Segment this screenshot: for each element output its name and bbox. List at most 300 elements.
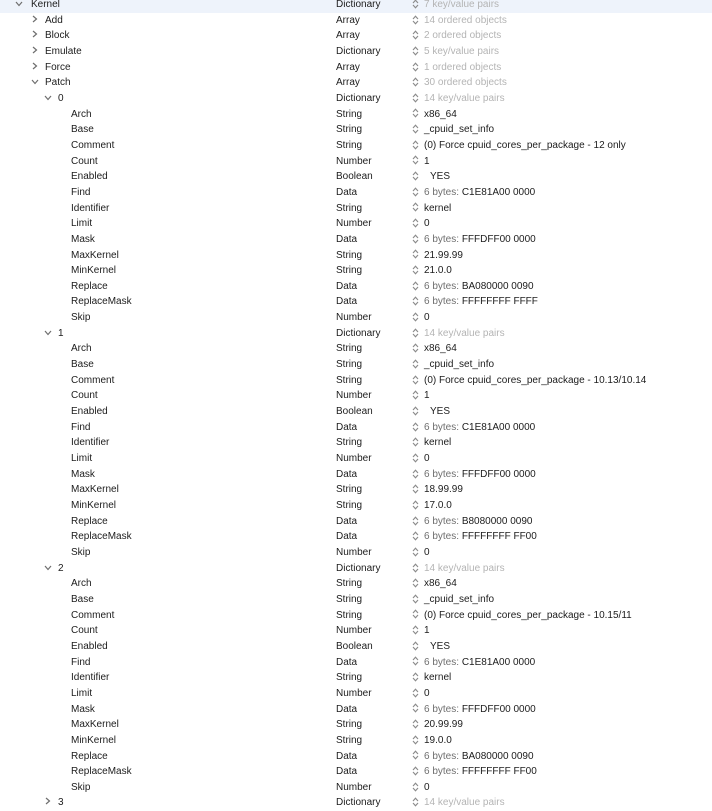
row-key[interactable]: Base (71, 593, 94, 605)
disclosure-closed-icon[interactable] (30, 28, 40, 44)
row-type[interactable]: Dictionary (336, 0, 381, 10)
row-type[interactable]: Dictionary (336, 92, 381, 104)
outline-row[interactable] (0, 623, 712, 639)
row-value-cell[interactable] (412, 592, 494, 608)
outline-row[interactable] (0, 498, 712, 514)
row-value[interactable]: 14 key/value pairs (424, 797, 505, 809)
row-type[interactable]: Array (336, 77, 360, 89)
row-type[interactable]: Number (336, 390, 372, 402)
row-key[interactable]: Replace (71, 750, 108, 762)
row-type[interactable]: String (336, 249, 363, 261)
updown-chevron-icon[interactable] (412, 686, 420, 702)
row-value-cell[interactable] (412, 91, 505, 107)
outline-row[interactable] (0, 592, 712, 608)
outline-row[interactable] (0, 639, 712, 655)
row-type[interactable]: String (336, 672, 363, 684)
row-key[interactable]: Arch (71, 108, 92, 120)
row-key[interactable]: 0 (58, 92, 64, 104)
row-value-cell[interactable] (412, 232, 536, 248)
row-type[interactable]: Number (336, 155, 372, 167)
row-type[interactable]: String (336, 500, 363, 511)
row-type[interactable]: Data (336, 531, 358, 543)
row-value-cell[interactable] (412, 326, 505, 342)
updown-chevron-icon[interactable] (412, 107, 420, 123)
row-key[interactable]: Enabled (71, 406, 108, 418)
row-value-cell[interactable] (412, 623, 430, 639)
row-value[interactable]: 1 (424, 625, 430, 637)
updown-chevron-icon[interactable] (412, 467, 420, 483)
row-value[interactable]: 30 ordered objects (424, 77, 507, 89)
row-key[interactable]: Force (45, 61, 71, 73)
outline-row[interactable] (0, 780, 712, 796)
outline-row[interactable] (0, 482, 712, 498)
row-value[interactable]: 20.99.99 (424, 719, 463, 731)
row-type[interactable]: Number (336, 546, 372, 558)
row-value-cell[interactable] (412, 467, 536, 483)
row-type[interactable]: Data (336, 656, 358, 668)
row-value[interactable]: kernel (424, 202, 452, 214)
row-value[interactable]: (0) Force cpuid_cores_per_package - 10.13/10.14 (424, 374, 647, 386)
outline-row[interactable] (0, 795, 712, 811)
row-value[interactable]: 7 key/value pairs (424, 0, 500, 10)
row-type[interactable]: String (336, 343, 363, 355)
row-value-cell[interactable] (412, 28, 501, 44)
updown-chevron-icon[interactable] (412, 514, 420, 530)
outline-row[interactable] (0, 154, 712, 170)
updown-chevron-icon[interactable] (412, 670, 420, 686)
row-value-cell[interactable] (412, 201, 451, 217)
row-value[interactable]: 14 ordered objects (424, 14, 507, 26)
row-key[interactable]: 1 (58, 327, 64, 339)
row-key[interactable]: Comment (71, 609, 115, 621)
row-value-cell[interactable] (412, 248, 463, 264)
updown-chevron-icon[interactable] (412, 0, 420, 13)
outline-row[interactable] (0, 670, 712, 686)
outline-row[interactable] (0, 13, 712, 29)
row-key[interactable]: Limit (71, 453, 93, 465)
row-key[interactable]: Count (71, 155, 98, 167)
row-type[interactable]: Number (336, 625, 372, 637)
row-key[interactable]: Identifier (71, 672, 110, 684)
outline-row[interactable] (0, 451, 712, 467)
row-value[interactable]: 14 key/value pairs (424, 562, 505, 574)
row-value-cell[interactable] (412, 216, 430, 232)
outline-row[interactable] (0, 655, 712, 671)
updown-chevron-icon[interactable] (412, 13, 420, 29)
row-value-cell[interactable] (412, 357, 494, 373)
row-key[interactable]: 3 (58, 797, 64, 809)
outline-row[interactable] (0, 545, 712, 561)
row-key[interactable]: Comment (71, 374, 115, 386)
outline-row[interactable] (0, 514, 712, 530)
row-type[interactable]: Number (336, 218, 372, 230)
row-key[interactable]: Identifier (71, 437, 110, 449)
updown-chevron-icon[interactable] (412, 576, 420, 592)
outline-row[interactable] (0, 28, 712, 44)
row-value-cell[interactable] (412, 561, 505, 577)
outline-row[interactable] (0, 75, 712, 91)
row-value[interactable]: 21.99.99 (424, 249, 463, 261)
updown-chevron-icon[interactable] (412, 310, 420, 326)
updown-chevron-icon[interactable] (412, 357, 420, 373)
row-value-cell[interactable] (412, 608, 632, 624)
outline-row[interactable] (0, 263, 712, 279)
row-value[interactable]: YES (430, 406, 451, 418)
row-value[interactable]: 0 (424, 546, 430, 558)
row-type[interactable]: Boolean (336, 640, 373, 652)
row-type[interactable]: Dictionary (336, 797, 381, 809)
row-value-cell[interactable] (412, 498, 452, 514)
row-value-cell[interactable] (412, 169, 450, 185)
outline-row[interactable] (0, 576, 712, 592)
updown-chevron-icon[interactable] (412, 154, 420, 170)
row-type[interactable]: Data (336, 766, 358, 778)
outline-row[interactable] (0, 373, 712, 389)
row-value[interactable]: 5 key/value pairs (424, 45, 500, 57)
outline-row[interactable] (0, 294, 712, 310)
row-type[interactable]: Dictionary (336, 45, 381, 57)
row-key[interactable]: ReplaceMask (71, 296, 132, 308)
row-value[interactable]: 0 (424, 218, 430, 230)
outline-row[interactable] (0, 404, 712, 420)
row-type[interactable]: String (336, 609, 363, 621)
updown-chevron-icon[interactable] (412, 91, 420, 107)
row-value[interactable]: FFFFFFFF FF00 (461, 766, 537, 778)
outline-row[interactable] (0, 279, 712, 295)
row-key[interactable]: Mask (71, 703, 95, 715)
row-value-cell[interactable] (412, 138, 626, 154)
row-type[interactable]: String (336, 359, 363, 371)
row-type[interactable]: String (336, 124, 363, 136)
row-value[interactable]: FFFDFF00 0000 (461, 703, 536, 715)
row-key[interactable]: Enabled (71, 640, 108, 652)
outline-row[interactable] (0, 341, 712, 357)
row-value[interactable]: FFFDFF00 0000 (461, 468, 536, 480)
outline-row[interactable] (0, 529, 712, 545)
row-value-cell[interactable] (412, 702, 536, 718)
updown-chevron-icon[interactable] (412, 702, 420, 718)
row-value-cell[interactable] (412, 107, 457, 123)
row-value[interactable]: 17.0.0 (424, 500, 452, 511)
row-value-cell[interactable] (412, 749, 534, 765)
row-key[interactable]: Skip (71, 312, 91, 324)
row-value[interactable]: 0 (424, 312, 430, 324)
row-type[interactable]: Array (336, 14, 360, 26)
row-key[interactable]: Comment (71, 139, 115, 151)
row-key[interactable]: Find (71, 656, 91, 668)
outline-row[interactable] (0, 60, 712, 76)
row-type[interactable]: String (336, 578, 363, 590)
row-type[interactable]: String (336, 374, 363, 386)
updown-chevron-icon[interactable] (412, 420, 420, 436)
row-value[interactable]: _cpuid_set_info (424, 124, 495, 136)
row-key[interactable]: Replace (71, 280, 108, 292)
outline-row[interactable] (0, 467, 712, 483)
row-value[interactable]: (0) Force cpuid_cores_per_package - 10.15/11 (424, 609, 632, 621)
updown-chevron-icon[interactable] (412, 795, 420, 811)
row-type[interactable]: Dictionary (336, 562, 381, 574)
row-key[interactable]: Mask (71, 468, 95, 480)
row-value-cell[interactable] (412, 341, 457, 357)
row-value[interactable]: kernel (424, 437, 452, 449)
row-key[interactable]: Find (71, 186, 91, 198)
row-value-cell[interactable] (412, 733, 452, 749)
updown-chevron-icon[interactable] (412, 482, 420, 498)
outline-row[interactable] (0, 326, 712, 342)
row-key[interactable]: Replace (71, 515, 108, 527)
updown-chevron-icon[interactable] (412, 60, 420, 76)
row-key[interactable]: ReplaceMask (71, 531, 132, 543)
updown-chevron-icon[interactable] (412, 341, 420, 357)
row-key[interactable]: Patch (45, 77, 71, 89)
updown-chevron-icon[interactable] (412, 780, 420, 796)
updown-chevron-icon[interactable] (412, 561, 420, 577)
outline-row[interactable] (0, 420, 712, 436)
updown-chevron-icon[interactable] (412, 623, 420, 639)
outline-row[interactable] (0, 169, 712, 185)
row-key[interactable]: Mask (71, 233, 95, 245)
row-value-cell[interactable] (412, 185, 535, 201)
row-type[interactable]: String (336, 593, 363, 605)
outline-row[interactable] (0, 702, 712, 718)
updown-chevron-icon[interactable] (412, 138, 420, 154)
row-type[interactable]: Array (336, 30, 360, 42)
updown-chevron-icon[interactable] (412, 75, 420, 91)
disclosure-closed-icon[interactable] (30, 60, 40, 76)
row-value[interactable]: FFFFFFFF FFFF (461, 296, 538, 308)
row-value[interactable]: 0 (424, 687, 430, 699)
row-key[interactable]: Count (71, 625, 98, 637)
row-value[interactable]: 14 key/value pairs (424, 92, 505, 104)
disclosure-open-icon[interactable] (14, 0, 24, 13)
row-type[interactable]: Data (336, 468, 358, 480)
updown-chevron-icon[interactable] (412, 216, 420, 232)
outline-row[interactable] (0, 749, 712, 765)
row-value-cell[interactable] (412, 373, 646, 389)
row-value[interactable]: 18.99.99 (424, 484, 463, 496)
row-value[interactable]: BA080000 0090 (461, 750, 534, 762)
row-value-cell[interactable] (412, 60, 501, 76)
disclosure-open-icon[interactable] (43, 561, 53, 577)
updown-chevron-icon[interactable] (412, 545, 420, 561)
row-key[interactable]: Arch (71, 343, 92, 355)
row-type[interactable]: Data (336, 703, 358, 715)
outline-row[interactable] (0, 248, 712, 264)
updown-chevron-icon[interactable] (412, 435, 420, 451)
row-value-cell[interactable] (412, 482, 463, 498)
row-type[interactable]: Boolean (336, 406, 373, 418)
row-key[interactable]: Limit (71, 687, 93, 699)
updown-chevron-icon[interactable] (412, 717, 420, 733)
updown-chevron-icon[interactable] (412, 248, 420, 264)
row-key[interactable]: Count (71, 390, 98, 402)
row-value[interactable]: x86_64 (424, 343, 457, 355)
row-value-cell[interactable] (412, 451, 430, 467)
row-key[interactable]: Limit (71, 218, 93, 230)
row-value-cell[interactable] (412, 279, 534, 295)
updown-chevron-icon[interactable] (412, 749, 420, 765)
row-value[interactable]: BA080000 0090 (461, 280, 534, 292)
row-type[interactable]: Array (336, 61, 360, 73)
updown-chevron-icon[interactable] (412, 263, 420, 279)
updown-chevron-icon[interactable] (412, 169, 420, 185)
updown-chevron-icon[interactable] (412, 185, 420, 201)
row-value[interactable]: B8080000 0090 (461, 515, 533, 527)
updown-chevron-icon[interactable] (412, 733, 420, 749)
row-value-cell[interactable] (412, 639, 450, 655)
updown-chevron-icon[interactable] (412, 201, 420, 217)
row-type[interactable]: Data (336, 186, 358, 198)
row-type[interactable]: Number (336, 312, 372, 324)
row-value-cell[interactable] (412, 263, 452, 279)
row-type[interactable]: Data (336, 280, 358, 292)
outline-row[interactable] (0, 185, 712, 201)
updown-chevron-icon[interactable] (412, 639, 420, 655)
row-key[interactable]: Identifier (71, 202, 110, 214)
disclosure-open-icon[interactable] (43, 326, 53, 342)
outline-row[interactable] (0, 733, 712, 749)
row-key[interactable]: Base (71, 359, 94, 371)
outline-row[interactable] (0, 122, 712, 138)
disclosure-closed-icon[interactable] (30, 13, 40, 29)
row-value-cell[interactable] (412, 388, 430, 404)
row-type[interactable]: Dictionary (336, 327, 381, 339)
row-value[interactable]: 21.0.0 (424, 265, 452, 277)
row-key[interactable]: 2 (58, 562, 64, 574)
row-key[interactable]: Arch (71, 578, 92, 590)
row-type[interactable]: Number (336, 687, 372, 699)
row-value[interactable]: C1E81A00 0000 (461, 656, 536, 668)
outline-row[interactable] (0, 561, 712, 577)
outline-row[interactable] (0, 216, 712, 232)
row-type[interactable]: String (336, 202, 363, 214)
row-value-cell[interactable] (412, 795, 505, 811)
row-value-cell[interactable] (412, 780, 430, 796)
outline-row[interactable] (0, 107, 712, 123)
updown-chevron-icon[interactable] (412, 326, 420, 342)
row-type[interactable]: Number (336, 453, 372, 465)
outline-row[interactable] (0, 608, 712, 624)
disclosure-open-icon[interactable] (43, 91, 53, 107)
row-type[interactable]: Data (336, 296, 358, 308)
row-value-cell[interactable] (412, 435, 451, 451)
row-value-cell[interactable] (412, 154, 430, 170)
row-value[interactable]: (0) Force cpuid_cores_per_package - 12 only (424, 139, 626, 151)
row-key[interactable]: MinKernel (71, 500, 117, 511)
updown-chevron-icon[interactable] (412, 451, 420, 467)
row-key[interactable]: MinKernel (71, 734, 117, 746)
row-value[interactable]: 0 (424, 453, 430, 465)
outline-row[interactable] (0, 388, 712, 404)
row-value[interactable]: 14 key/value pairs (424, 327, 505, 339)
row-value[interactable]: 1 (424, 390, 430, 402)
row-type[interactable]: Number (336, 781, 372, 793)
row-key[interactable]: Add (45, 14, 63, 26)
row-key[interactable]: Base (71, 124, 94, 136)
row-value-cell[interactable] (412, 0, 499, 13)
outline-row[interactable] (0, 138, 712, 154)
row-key[interactable]: MinKernel (71, 265, 117, 277)
row-key[interactable]: Block (45, 30, 70, 42)
outline-row[interactable] (0, 717, 712, 733)
row-key[interactable]: Skip (71, 546, 91, 558)
row-value[interactable]: C1E81A00 0000 (461, 186, 536, 198)
row-type[interactable]: String (336, 484, 363, 496)
disclosure-open-icon[interactable] (30, 75, 40, 91)
updown-chevron-icon[interactable] (412, 44, 420, 60)
outline-row[interactable] (0, 91, 712, 107)
row-type[interactable]: String (336, 437, 363, 449)
row-value[interactable]: YES (430, 171, 451, 183)
row-value[interactable]: 0 (424, 781, 430, 793)
row-type[interactable]: Data (336, 421, 358, 433)
row-value-cell[interactable] (412, 717, 463, 733)
row-key[interactable]: MaxKernel (71, 719, 119, 731)
row-value-cell[interactable] (412, 576, 457, 592)
updown-chevron-icon[interactable] (412, 498, 420, 514)
row-value-cell[interactable] (412, 310, 430, 326)
row-value-cell[interactable] (412, 122, 494, 138)
updown-chevron-icon[interactable] (412, 232, 420, 248)
row-value[interactable]: C1E81A00 0000 (461, 421, 536, 433)
outline-row[interactable] (0, 310, 712, 326)
row-value[interactable]: 1 (424, 155, 430, 167)
row-key[interactable]: Enabled (71, 171, 108, 183)
row-key[interactable]: MaxKernel (71, 249, 119, 261)
outline-row[interactable] (0, 686, 712, 702)
row-type[interactable]: String (336, 734, 363, 746)
row-value[interactable]: 19.0.0 (424, 734, 452, 746)
row-key[interactable]: Emulate (45, 45, 82, 57)
row-value[interactable]: x86_64 (424, 108, 457, 120)
row-value-cell[interactable] (412, 75, 507, 91)
row-type[interactable]: Data (336, 750, 358, 762)
row-key[interactable]: MaxKernel (71, 484, 119, 496)
row-value-cell[interactable] (412, 670, 451, 686)
row-value-cell[interactable] (412, 655, 535, 671)
row-value-cell[interactable] (412, 420, 535, 436)
row-type[interactable]: String (336, 719, 363, 731)
outline-row[interactable] (0, 201, 712, 217)
row-value-cell[interactable] (412, 294, 538, 310)
disclosure-closed-icon[interactable] (43, 795, 53, 811)
row-type[interactable]: String (336, 265, 363, 277)
row-key[interactable]: Kernel (31, 0, 60, 10)
row-value-cell[interactable] (412, 529, 537, 545)
row-type[interactable]: Boolean (336, 171, 373, 183)
updown-chevron-icon[interactable] (412, 294, 420, 310)
row-type[interactable]: String (336, 139, 363, 151)
row-value[interactable]: 2 ordered objects (424, 30, 502, 42)
row-value[interactable]: x86_64 (424, 578, 457, 590)
row-value-cell[interactable] (412, 764, 537, 780)
row-value-cell[interactable] (412, 44, 499, 60)
outline-row[interactable] (0, 357, 712, 373)
row-value-cell[interactable] (412, 514, 532, 530)
row-value[interactable]: FFFDFF00 0000 (461, 233, 536, 245)
updown-chevron-icon[interactable] (412, 404, 420, 420)
disclosure-closed-icon[interactable] (30, 44, 40, 60)
row-type[interactable]: String (336, 108, 363, 120)
row-key[interactable]: Find (71, 421, 91, 433)
row-key[interactable]: Skip (71, 781, 91, 793)
updown-chevron-icon[interactable] (412, 279, 420, 295)
row-value[interactable]: YES (430, 640, 451, 652)
row-type[interactable]: Data (336, 233, 358, 245)
row-key[interactable]: ReplaceMask (71, 766, 132, 778)
row-value-cell[interactable] (412, 545, 430, 561)
updown-chevron-icon[interactable] (412, 28, 420, 44)
